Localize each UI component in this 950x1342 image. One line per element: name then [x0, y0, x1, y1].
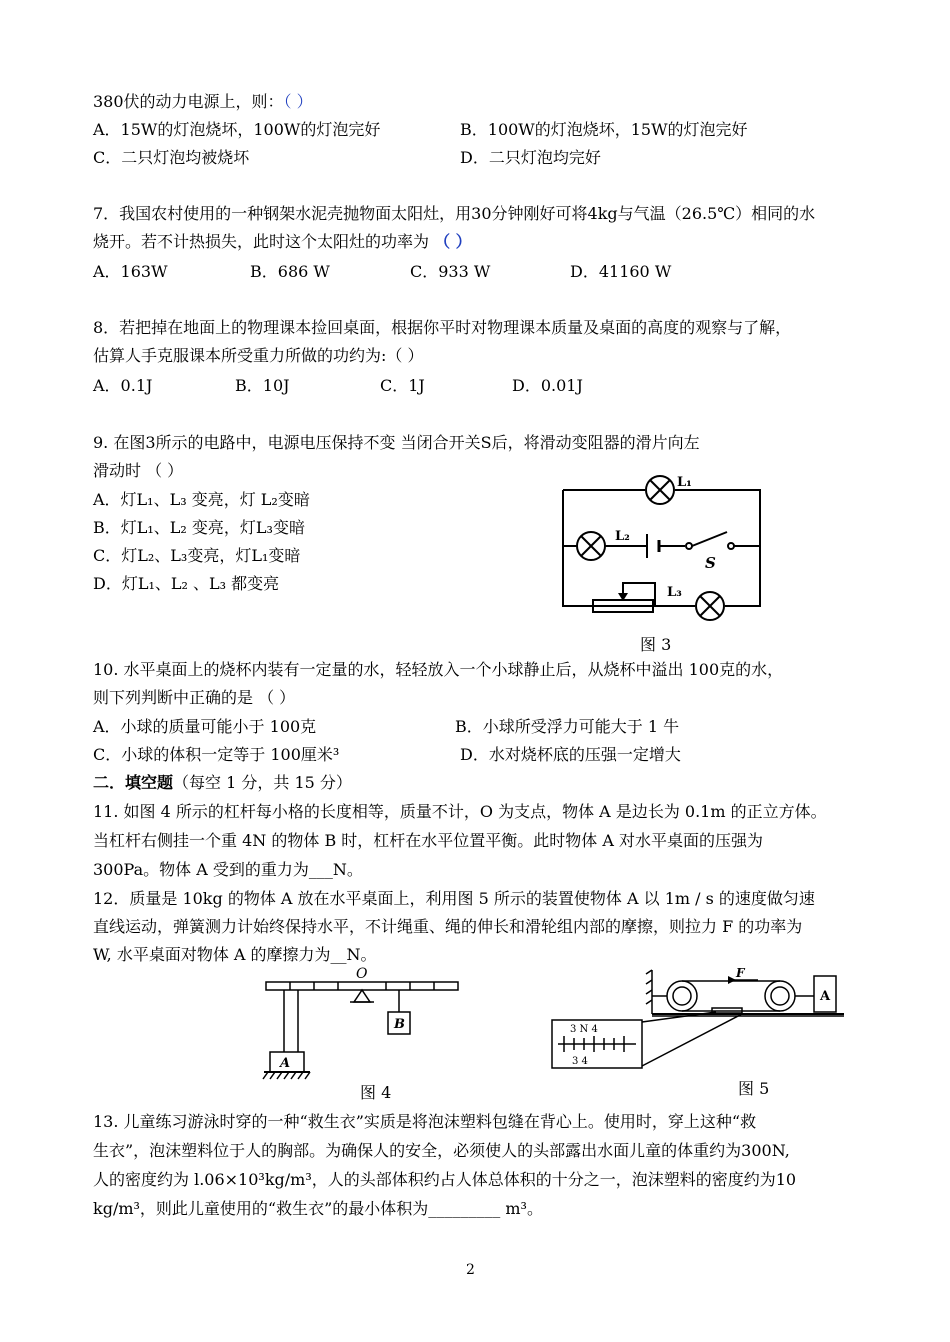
q10-option-d: D．水对烧杯底的压强一定增大: [460, 745, 681, 764]
q8-stem-line1: 8．若把掉在地面上的物理课本捡回桌面，根据你平时对物理课本质量及桌面的高度的观察与了解，: [93, 318, 792, 337]
q6-option-c: C．二只灯泡均被烧坏: [93, 148, 250, 167]
q13-stem-line3: 人的密度约为 l.06×10³kg/m³，人的头部体积约占人体总体积的十分之一，泡沫塑料的密度约为10: [93, 1170, 797, 1189]
figure-5-pulley-diagram: [548, 966, 846, 1076]
q12-stem-line3: W, 水平桌面对物体 A 的摩擦力为__N。: [93, 945, 377, 964]
q8-option-c: C．1J: [380, 376, 425, 395]
section-2-heading: 二．填空题（每空 1 分，共 15 分）: [93, 773, 352, 792]
q11-stem-line3: 300Pa。物体 A 受到的重力为___N。: [93, 860, 363, 879]
q6-paren: （ ）: [283, 92, 313, 111]
q8-option-b: B．10J: [235, 376, 290, 395]
q7-option-b: B．686 W: [250, 262, 330, 281]
q8-option-a: A．0.1J: [93, 376, 153, 395]
label-l3: L₃: [667, 585, 682, 600]
label-f: F: [736, 966, 745, 980]
q10-option-c: C．小球的体积一定等于 100厘米³: [93, 745, 340, 764]
q11-stem-line2: 当杠杆右侧挂一个重 4N 的物体 B 时，杠杆在水平位置平衡。此时物体 A 对水平桌面的压强为: [93, 831, 764, 850]
q6-option-d: D．二只灯泡均完好: [460, 148, 601, 167]
q10-stem-line1: 10. 水平桌面上的烧杯内装有一定量的水，轻轻放入一个小球静止后，从烧杯中溢出 100克的水，: [93, 660, 784, 679]
scale-top-text: 3 N 4: [570, 1024, 598, 1035]
q9-option-a: A．灯L₁、L₃ 变亮，灯 L₂变暗: [93, 490, 310, 509]
q6-option-b: B．100W的灯泡烧坏，15W的灯泡完好: [460, 120, 748, 139]
q13-stem-line1: 13. 儿童练习游泳时穿的一种“救生衣”实质是将泡沫塑料包缝在背心上。使用时，穿上这种“救: [93, 1112, 757, 1131]
label-a: A: [820, 989, 831, 1004]
q9-option-d: D．灯L₁、L₂ 、L₃ 都变亮: [93, 574, 280, 593]
q12-stem-line2: 直线运动，弹簧测力计始终保持水平，不计绳重、绳的伸长和滑轮组内部的摩擦，则拉力 F 的功率为: [93, 917, 803, 936]
q7-option-d: D．41160 W: [570, 262, 672, 281]
q10-option-a: A．小球的质量可能小于 100克: [93, 717, 317, 736]
q7-paren: （ ）: [434, 232, 472, 251]
q11-stem-line1: 11. 如图 4 所示的杠杆每小格的长度相等，质量不计，O 为支点，物体 A 是边长为 0.1m 的正立方体。: [93, 802, 827, 821]
label-l2: L₂: [615, 529, 630, 544]
force-arrow-icon: [728, 976, 736, 984]
q9-option-b: B．灯L₁、L₂ 变亮，灯L₃变暗: [93, 518, 305, 537]
q9-option-c: C．灯L₂、L₃变亮，灯L₁变暗: [93, 546, 301, 565]
q9-stem-line2: 滑动时 （ ）: [93, 461, 184, 480]
label-l1: L₁: [677, 475, 692, 490]
q6-option-a: A．15W的灯泡烧坏，100W的灯泡完好: [93, 120, 381, 139]
figure-5-caption: 图 5: [738, 1079, 770, 1098]
q13-stem-line4: kg/m³，则此儿童使用的“救生衣”的最小体积为_________ m³。: [93, 1199, 543, 1218]
figure-3-caption: 图 3: [640, 635, 672, 654]
scale-bottom-text: 3 4: [572, 1056, 588, 1067]
label-o: O: [356, 966, 368, 982]
q12-stem-line1: 12．质量是 10kg 的物体 A 放在水平桌面上，利用图 5 所示的装置使物体 A 以 1m / s 的速度做匀速: [93, 889, 815, 908]
page-number: 2: [466, 1262, 475, 1278]
q10-stem-line2: 则下列判断中正确的是 （ ）: [93, 688, 296, 707]
q7-stem-line1: 7．我国农村使用的一种钢架水泥壳抛物面太阳灶，用30分钟刚好可将4kg与气温（26.5℃）相同的水: [93, 204, 816, 223]
label-a: A: [280, 1056, 291, 1071]
label-s: S: [705, 554, 716, 572]
q7-option-a: A．163W: [93, 262, 168, 281]
q8-option-d: D．0.01J: [512, 376, 583, 395]
figure-4-caption: 图 4: [360, 1083, 392, 1102]
figure-4-lever-diagram: [262, 966, 462, 1082]
q9-stem-line1: 9. 在图3所示的电路中，电源电压保持不变 当闭合开关S后，将滑动变阻器的滑片向左: [93, 433, 700, 452]
q10-option-b: B．小球所受浮力可能大于 1 牛: [455, 717, 680, 736]
label-b: B: [394, 1017, 405, 1032]
q6-stem: 380伏的动力电源上，则：（ ）: [93, 92, 313, 111]
q8-stem-line2: 估算人手克服课本所受重力所做的功约为:（ ）: [93, 346, 424, 365]
q7-stem-line2: 烧开。若不计热损失，此时这个太阳灶的功率为 （ ）: [93, 232, 472, 251]
figure-3-circuit-diagram: [555, 468, 770, 628]
q13-stem-line2: 生衣”，泡沫塑料位于人的胸部。为确保人的安全，必须使人的头部露出水面儿童的体重约为300N,: [93, 1141, 790, 1160]
q7-option-c: C．933 W: [410, 262, 491, 281]
